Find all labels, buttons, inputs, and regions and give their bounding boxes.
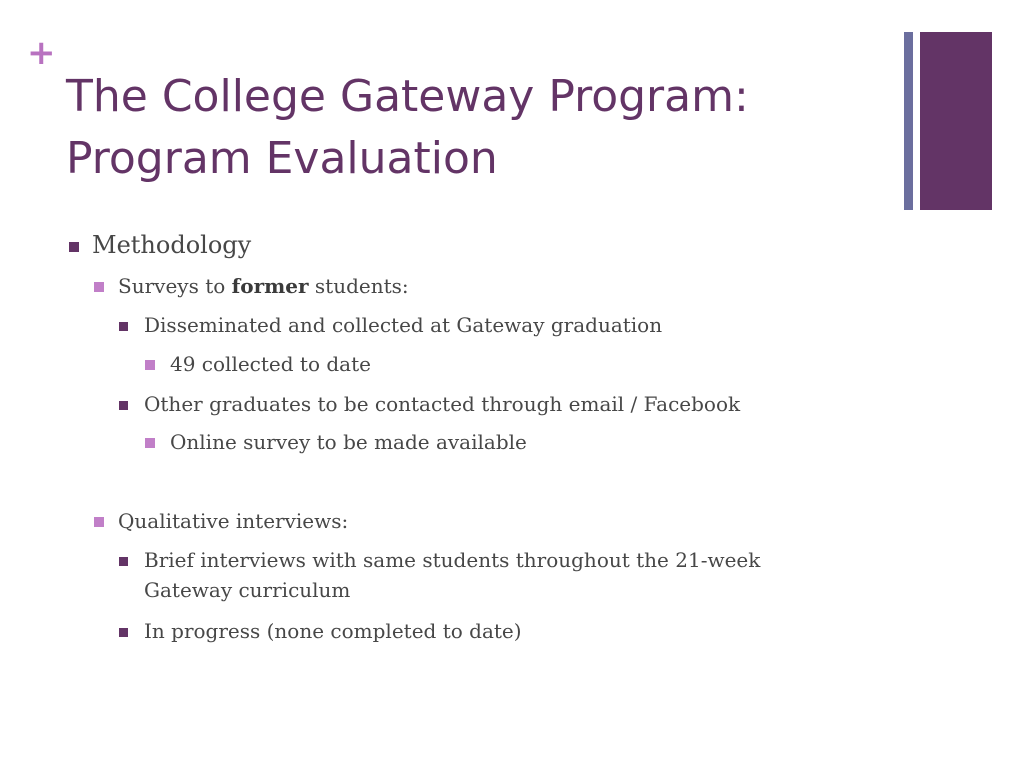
decorative-bar-wide [920,32,992,210]
square-bullet-icon [94,517,104,527]
bullet-text: Other graduates to be contacted through email / Facebook [144,392,741,416]
bullet-item-brief-interviews [144,545,760,605]
bullet-item-methodology [92,230,251,260]
bullet-text: Methodology [92,231,252,259]
square-bullet-icon [94,282,104,292]
square-bullet-icon [119,401,128,410]
bullet-item-surveys [118,271,409,301]
square-bullet-icon [119,557,128,566]
bullet-item-online-survey [170,427,527,457]
bullet-item-other-graduates [144,389,740,419]
square-bullet-icon [119,628,128,637]
bullet-text-line-2: Gateway curriculum [144,578,351,602]
square-bullet-icon [119,322,128,331]
bullet-text-line-1: Brief interviews with same students throughout the 21-week [144,548,761,572]
bullet-item-qualitative [118,506,348,536]
square-bullet-icon [145,438,155,448]
bullet-text: Qualitative interviews: [118,509,349,533]
plus-mark: + [27,33,56,73]
decorative-bar-thin [904,32,913,210]
bullet-item-in-progress [144,616,522,646]
bullet-text: Disseminated and collected at Gateway graduation [144,313,663,337]
surveys-suffix: students: [308,274,409,298]
bullet-item-disseminated [144,310,662,340]
square-bullet-icon [69,242,79,252]
square-bullet-icon [145,360,155,370]
slide-title [66,66,886,190]
bullet-text: 49 collected to date [170,352,371,376]
bullet-text: Online survey to be made available [170,430,527,454]
bullet-text: In progress (none completed to date) [144,619,522,643]
surveys-prefix: Surveys to [118,274,232,298]
bullet-item-collected [170,349,371,379]
bullet-text [118,274,409,298]
title-line-2: Program Evaluation [66,133,498,184]
title-line-1: The College Gateway Program: [66,71,749,122]
surveys-bold: former [231,274,309,298]
